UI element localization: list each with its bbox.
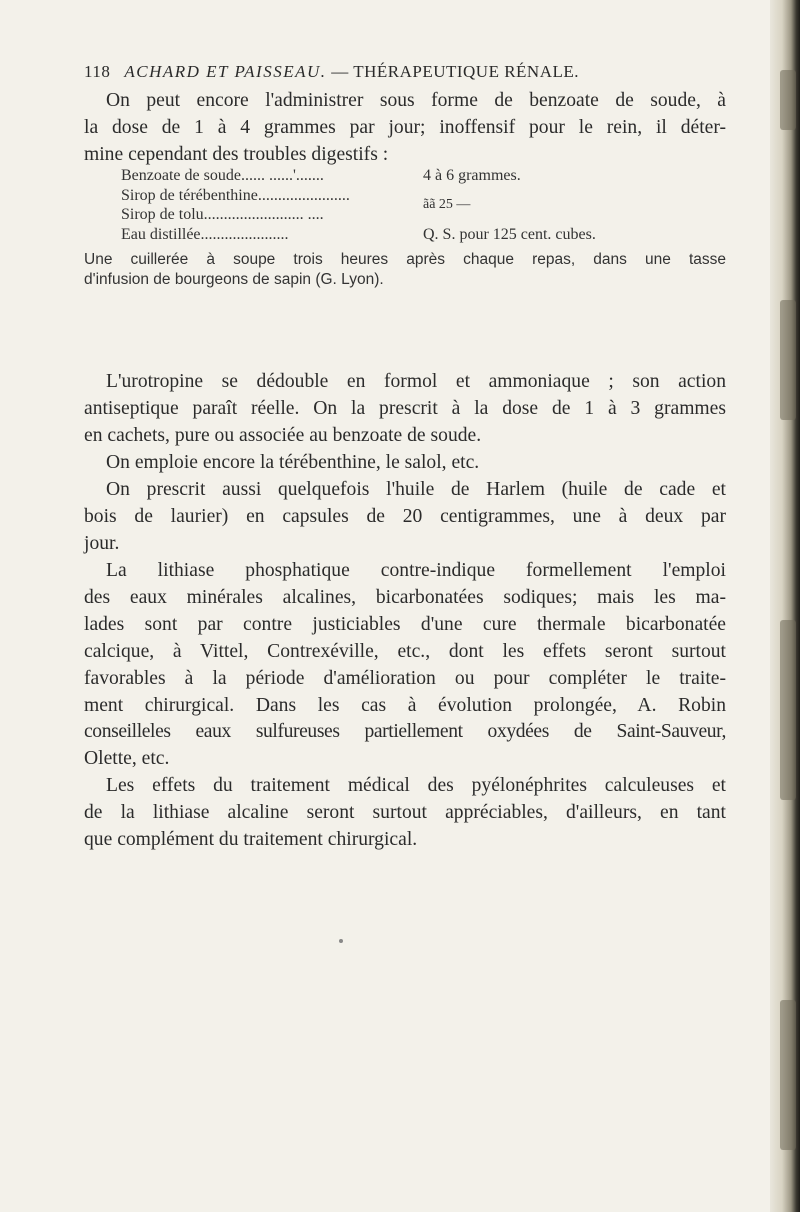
text-line: bois de laurier) en capsules de 20 centigrammes, une à deux par bbox=[84, 505, 726, 527]
ingredient-name: Benzoate de soude...... ......'....... bbox=[121, 167, 324, 184]
text-line: On prescrit aussi quelquefois l'huile de Harlem (huile de cade et bbox=[106, 479, 726, 500]
text-line: L'urotropine se dédouble en formol et ammoniaque ; son action bbox=[106, 371, 726, 392]
intro-paragraph bbox=[84, 88, 726, 169]
paragraph-huile-harlem bbox=[84, 477, 726, 558]
text-line: de la lithiase alcaline seront surtout appréciables, d'ailleurs, en tant bbox=[84, 801, 726, 823]
text-line: jour. bbox=[84, 532, 120, 554]
prescription-formula bbox=[121, 166, 741, 244]
text-line: On peut encore l'administrer sous forme de benzoate de soude, à bbox=[106, 90, 726, 111]
page-binding-edge bbox=[770, 0, 800, 1212]
formula-row bbox=[121, 166, 741, 186]
paragraph-pyelonephrites bbox=[84, 773, 726, 854]
running-header bbox=[84, 62, 724, 82]
note-line: Une cuillerée à soupe trois heures après chaque repas, dans une tasse bbox=[84, 251, 726, 268]
text-line: antiseptique paraît réelle. On la prescrit à la dose de 1 à 3 grammes bbox=[84, 397, 726, 419]
header-dash: — bbox=[331, 62, 349, 81]
ingredient-dose: Q. S. pour 125 cent. cubes. bbox=[423, 225, 596, 243]
text-line: mine cependant des troubles digestifs : bbox=[84, 143, 389, 165]
text-line: des eaux minérales alcalines, bicarbonatées sodiques; mais les ma- bbox=[84, 586, 726, 608]
formula-instructions bbox=[84, 250, 726, 290]
header-authors: ACHARD ET PAISSEAU. bbox=[124, 62, 327, 81]
paragraph-lithiase bbox=[84, 558, 726, 773]
text-line: en cachets, pure ou associée au benzoate de soude. bbox=[84, 424, 482, 446]
ingredient-name: Sirop de térébenthine....................... bbox=[121, 186, 350, 204]
paragraph-urotropine bbox=[84, 369, 726, 450]
formula-row bbox=[121, 225, 741, 245]
note-line: d'infusion de bourgeons de sapin (G. Lyon). bbox=[84, 271, 384, 288]
edge-stain bbox=[780, 70, 796, 130]
text-line: favorables à la période d'amélioration ou pour compléter le traite- bbox=[84, 667, 726, 689]
text-line: On emploie encore la térébenthine, le salol, etc. bbox=[106, 452, 480, 473]
text-line: lades sont par contre justiciables d'une cure thermale bicarbonatée bbox=[84, 613, 726, 635]
text-line: La lithiase phosphatique contre-indique formellement l'emploi bbox=[106, 560, 726, 581]
header-title: THÉRAPEUTIQUE RÉNALE. bbox=[353, 62, 580, 81]
text-line: conseilleles eaux sulfureuses partiellement oxydées de Saint-Sauveur, bbox=[84, 721, 726, 743]
ingredient-dose: 4 à 6 grammes. bbox=[423, 167, 521, 184]
shared-dose: ãã 25 — bbox=[423, 197, 471, 212]
text-line: Olette, etc. bbox=[84, 748, 170, 770]
page-number: 118 bbox=[84, 62, 111, 81]
paragraph-terebenthine bbox=[84, 450, 726, 477]
text-line: ment chirurgical. Dans les cas à évolution prolongée, A. Robin bbox=[84, 694, 726, 716]
text-line: Les effets du traitement médical des pyélonéphrites calculeuses et bbox=[106, 775, 726, 796]
edge-stain bbox=[780, 1000, 796, 1150]
ink-speck bbox=[339, 939, 343, 943]
text-line: calcique, à Vittel, Contrexéville, etc., dont les effets seront surtout bbox=[84, 640, 726, 662]
edge-stain bbox=[780, 620, 796, 800]
text-line: la dose de 1 à 4 grammes par jour; inoffensif pour le rein, il déter- bbox=[84, 116, 726, 138]
ingredient-name: Sirop de tolu......................... .... bbox=[121, 206, 324, 223]
text-line: que complément du traitement chirurgical. bbox=[84, 828, 418, 850]
ingredient-name: Eau distillée...................... bbox=[121, 225, 289, 243]
edge-stain bbox=[780, 300, 796, 420]
